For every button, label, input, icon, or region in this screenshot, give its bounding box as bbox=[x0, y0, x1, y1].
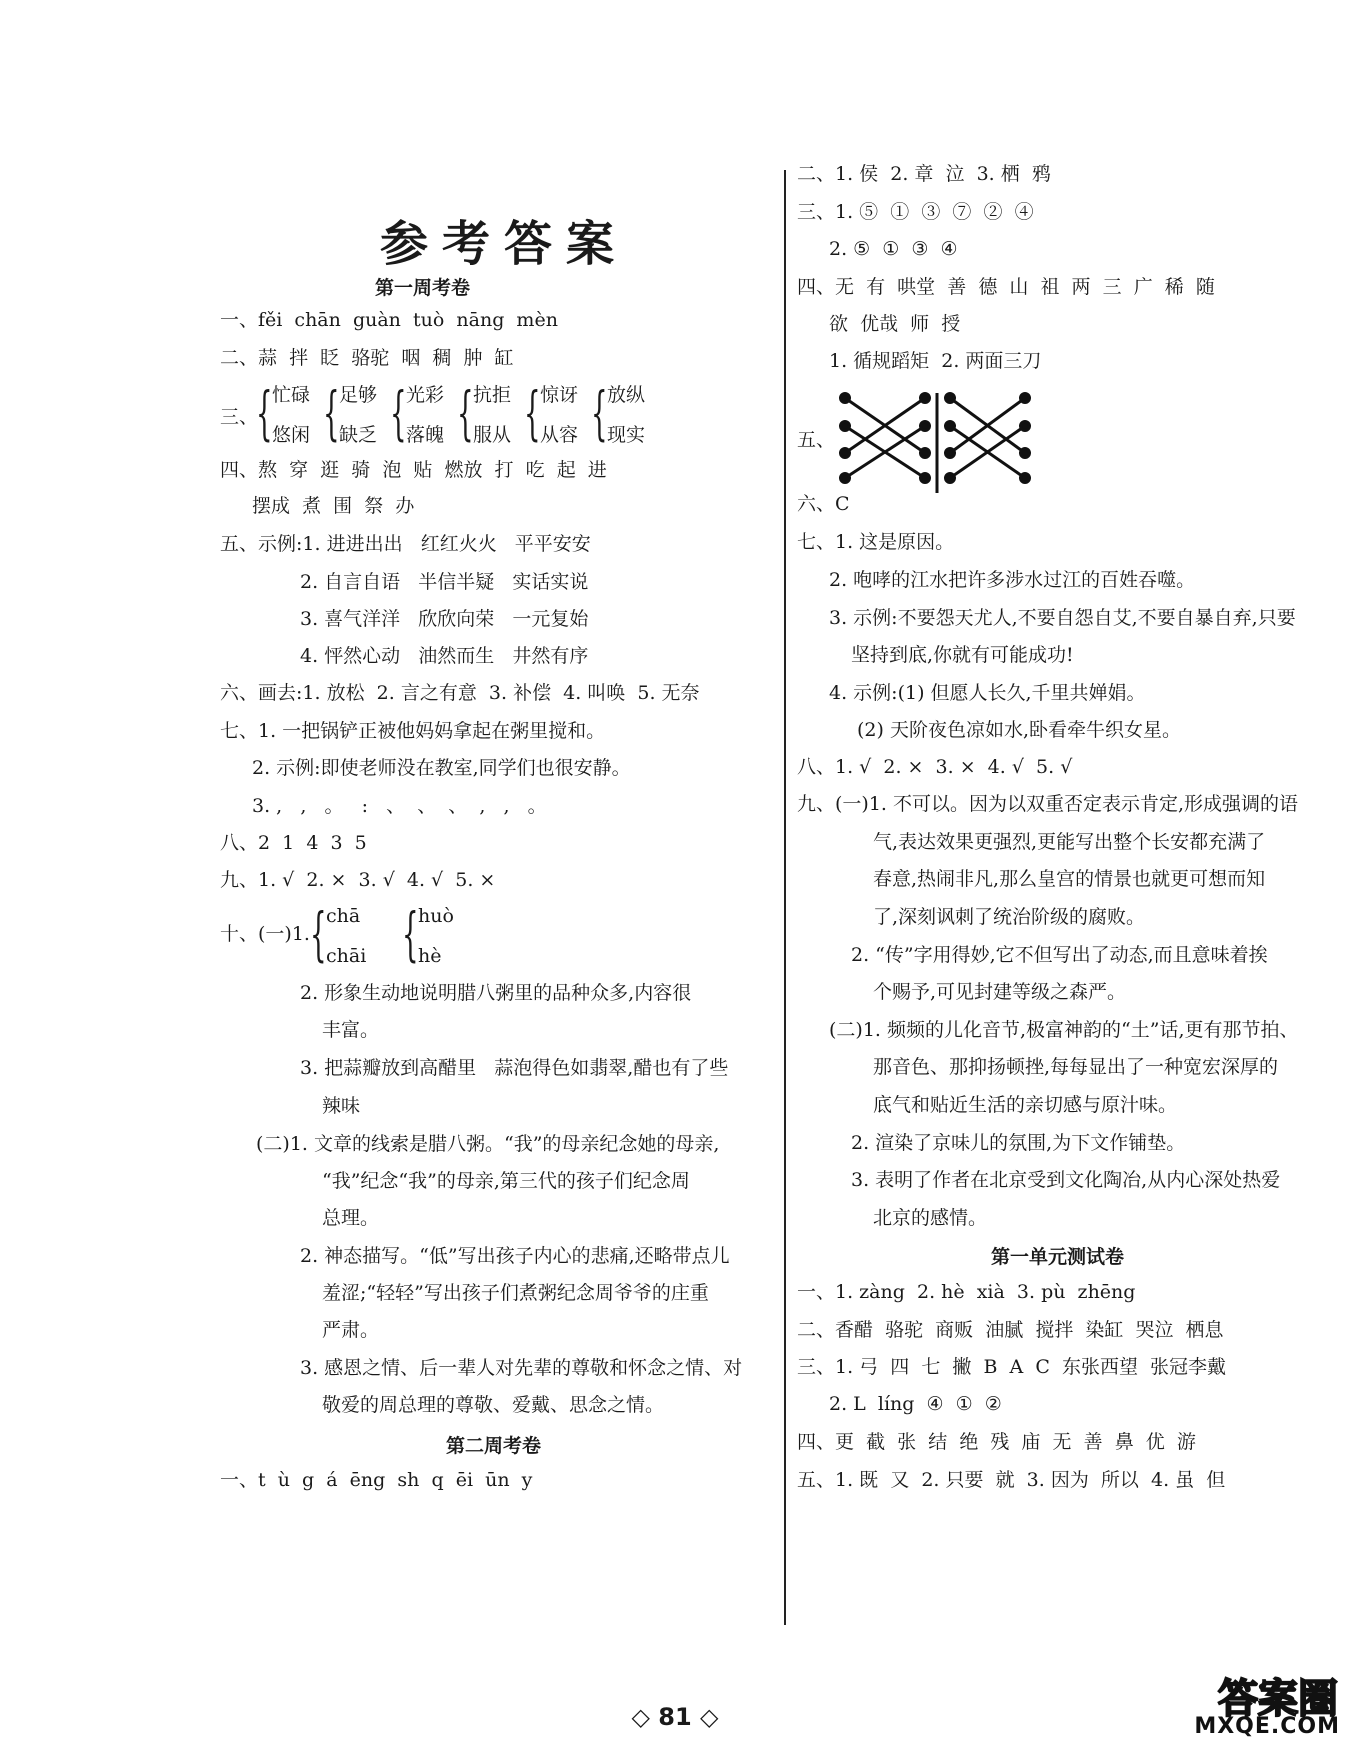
answer-line: 四、熬 穿 逛 骑 泡 贴 燃放 打 吃 起 进 bbox=[220, 459, 607, 481]
answer-line: 底气和贴近生活的亲切感与原汁味。 bbox=[873, 1094, 1178, 1116]
answer-line: 六、C bbox=[797, 493, 850, 515]
section-heading-unit1: 第一单元测试卷 bbox=[991, 1246, 1125, 1268]
pair-bottom: 现实 bbox=[607, 424, 646, 446]
answer-line: 气,表达效果更强烈,更能写出整个长安都充满了 bbox=[873, 831, 1266, 853]
answer-line: 总理。 bbox=[322, 1207, 380, 1229]
answer-line: (二)1. 文章的线索是腊八粥。“我”的母亲纪念她的母亲, bbox=[256, 1133, 720, 1155]
answer-line: 三、1. 弓 四 七 撇 B A C 东张西望 张冠李戴 bbox=[797, 1356, 1227, 1378]
section-heading-week1: 第一周考卷 bbox=[375, 277, 471, 299]
answer-line: 2. ⑤ ① ③ ④ bbox=[829, 238, 958, 260]
answer-line: 2. “传”字用得妙,它不但写出了动态,而且意味着挨 bbox=[851, 944, 1268, 966]
answer-line: 八、2 1 4 3 5 bbox=[220, 832, 367, 854]
answer-line: 二、香醋 骆驼 商贩 油腻 搅拌 染缸 哭泣 栖息 bbox=[797, 1319, 1224, 1341]
answer-line: 2. 形象生动地说明腊八粥里的品种众多,内容很 bbox=[300, 982, 692, 1004]
answer-line: 丰富。 bbox=[322, 1019, 380, 1041]
answer-line: 3. , , 。 : 、 、 、 , , 。 bbox=[252, 795, 547, 817]
matching-diagram bbox=[835, 388, 1035, 498]
answer-line: (2) 天阶夜色凉如水,卧看牵牛织女星。 bbox=[857, 719, 1181, 741]
pair-bottom: 从容 bbox=[540, 424, 579, 446]
answer-line: 1. 循规蹈矩 2. 两面三刀 bbox=[829, 350, 1042, 372]
answer-line: 五、1. 既 又 2. 只要 就 3. 因为 所以 4. 虽 但 bbox=[797, 1469, 1226, 1491]
column-divider bbox=[784, 170, 786, 1625]
answer-line: 一、fěi chān guàn tuò nāng mèn bbox=[220, 309, 558, 331]
answer-line: 个赐予,可见封建等级之森严。 bbox=[873, 981, 1127, 1003]
answer-line: 羞涩;“轻轻”写出孩子们煮粥纪念周爷爷的庄重 bbox=[322, 1282, 709, 1304]
answer-prefix: 五、 bbox=[797, 429, 836, 451]
watermark-logo bbox=[1187, 1667, 1342, 1739]
pair-top: huò bbox=[418, 905, 454, 927]
brace-glyph: { bbox=[591, 379, 608, 447]
answer-line: 2. L líng ④ ① ② bbox=[829, 1393, 1002, 1415]
pair-bottom: hè bbox=[418, 945, 442, 967]
answer-line: 3. 表明了作者在北京受到文化陶冶,从内心深处热爱 bbox=[851, 1169, 1281, 1191]
answer-line: 九、1. √ 2. × 3. √ 4. √ 5. × bbox=[220, 869, 496, 891]
pair-top: 足够 bbox=[339, 384, 378, 406]
answer-line: 3. 把蒜瓣放到高醋里 蒜泡得色如翡翠,醋也有了些 bbox=[300, 1057, 729, 1079]
answer-line: “我”纪念“我”的母亲,第三代的孩子们纪念周 bbox=[322, 1170, 690, 1192]
brace-glyph: { bbox=[402, 900, 419, 968]
answer-line: 2. 自言自语 半信半疑 实话实说 bbox=[300, 571, 589, 593]
pair-top: 抗拒 bbox=[473, 384, 512, 406]
answer-line: 八、1. √ 2. × 3. × 4. √ 5. √ bbox=[797, 756, 1073, 778]
page-number: ◇ 81 ◇ bbox=[631, 1703, 719, 1731]
answer-line: 那音色、那抑扬顿挫,每每显出了一种宽宏深厚的 bbox=[873, 1056, 1279, 1078]
brace-glyph: { bbox=[457, 379, 474, 447]
watermark-line2: MXQE.COM bbox=[1194, 1714, 1340, 1739]
answer-line: 一、t ù g á ēng sh q ēi ūn y bbox=[220, 1469, 533, 1491]
answer-line: 九、(一)1. 不可以。因为以双重否定表示肯定,形成强调的语 bbox=[797, 793, 1299, 815]
answer-line: 五、示例:1. 进进出出 红红火火 平平安安 bbox=[220, 533, 591, 555]
answer-prefix: 三、 bbox=[220, 406, 259, 428]
answer-line: 北京的感情。 bbox=[873, 1207, 988, 1229]
answer-line: 一、1. zàng 2. hè xià 3. pù zhēng bbox=[797, 1281, 1136, 1303]
answer-line: 3. 喜气洋洋 欣欣向荣 一元复始 bbox=[300, 608, 589, 630]
answer-line: 2. 咆哮的江水把许多涉水过江的百姓吞噬。 bbox=[829, 569, 1196, 591]
brace-glyph: { bbox=[310, 900, 327, 968]
pair-bottom: 落魄 bbox=[406, 424, 445, 446]
answer-line: 敬爱的周总理的尊敬、爱戴、思念之情。 bbox=[322, 1394, 665, 1416]
answer-line: 春意,热闹非凡,那么皇宫的情景也就更可想而知 bbox=[873, 868, 1266, 890]
section-heading-week2: 第二周考卷 bbox=[446, 1435, 542, 1457]
answer-line: (二)1. 频频的儿化音节,极富神韵的“土”话,更有那节拍、 bbox=[829, 1019, 1299, 1041]
pair-top: 忙碌 bbox=[272, 384, 311, 406]
answer-line: 六、画去:1. 放松 2. 言之有意 3. 补偿 4. 叫唤 5. 无奈 bbox=[220, 682, 700, 704]
pair-top: chā bbox=[326, 905, 361, 927]
answer-line: 四、无 有 哄堂 善 德 山 祖 两 三 广 稀 随 bbox=[797, 276, 1215, 298]
answer-line: 二、1. 侯 2. 章 泣 3. 栖 鸦 bbox=[797, 163, 1051, 185]
answer-line: 七、1. 一把锅铲正被他妈妈拿起在粥里搅和。 bbox=[220, 720, 606, 742]
answer-line: 3. 感恩之情、后一辈人对先辈的尊敬和怀念之情、对 bbox=[300, 1357, 743, 1379]
answer-line: 2. 渲染了京味儿的氛围,为下文作铺垫。 bbox=[851, 1132, 1186, 1154]
brace-glyph: { bbox=[524, 379, 541, 447]
pair-bottom: chāi bbox=[326, 945, 367, 967]
answer-line: 2. 神态描写。“低”写出孩子内心的悲痛,还略带点儿 bbox=[300, 1245, 730, 1267]
answer-line: 3. 示例:不要怨天尤人,不要自怨自艾,不要自暴自弃,只要 bbox=[829, 607, 1296, 629]
pair-top: 惊讶 bbox=[540, 384, 579, 406]
watermark-line1: 答案圈 bbox=[1218, 1676, 1338, 1722]
answer-line: 坚持到底,你就有可能成功! bbox=[851, 644, 1074, 666]
brace-glyph: { bbox=[256, 379, 273, 447]
answer-line: 欲 优哉 师 授 bbox=[829, 313, 961, 335]
brace-glyph: { bbox=[323, 379, 340, 447]
answer-line: 四、更 截 张 结 绝 残 庙 无 善 鼻 优 游 bbox=[797, 1431, 1196, 1453]
page-title: 参考答案 bbox=[380, 216, 629, 272]
pair-top: 光彩 bbox=[406, 384, 445, 406]
pair-bottom: 悠闲 bbox=[272, 424, 311, 446]
answer-line: 三、1. ⑤ ① ③ ⑦ ② ④ bbox=[797, 201, 1034, 223]
answer-line: 二、蒜 拌 眨 骆驼 咽 稠 肿 缸 bbox=[220, 347, 514, 369]
answer-line: 辣味 bbox=[322, 1095, 361, 1117]
answer-prefix: 十、(一)1. bbox=[220, 923, 310, 945]
answer-line: 4. 怦然心动 油然而生 井然有序 bbox=[300, 645, 589, 667]
answer-line: 了,深刻讽刺了统治阶级的腐败。 bbox=[873, 906, 1146, 928]
pair-bottom: 缺乏 bbox=[339, 424, 378, 446]
answer-line: 七、1. 这是原因。 bbox=[797, 531, 955, 553]
brace-glyph: { bbox=[390, 379, 407, 447]
answer-line: 摆成 煮 围 祭 办 bbox=[252, 495, 415, 517]
pair-top: 放纵 bbox=[607, 384, 646, 406]
answer-line: 4. 示例:(1) 但愿人长久,千里共婵娟。 bbox=[829, 682, 1146, 704]
answer-line: 2. 示例:即使老师没在教室,同学们也很安静。 bbox=[252, 757, 631, 779]
answer-line: 严肃。 bbox=[322, 1319, 380, 1341]
pair-bottom: 服从 bbox=[473, 424, 512, 446]
